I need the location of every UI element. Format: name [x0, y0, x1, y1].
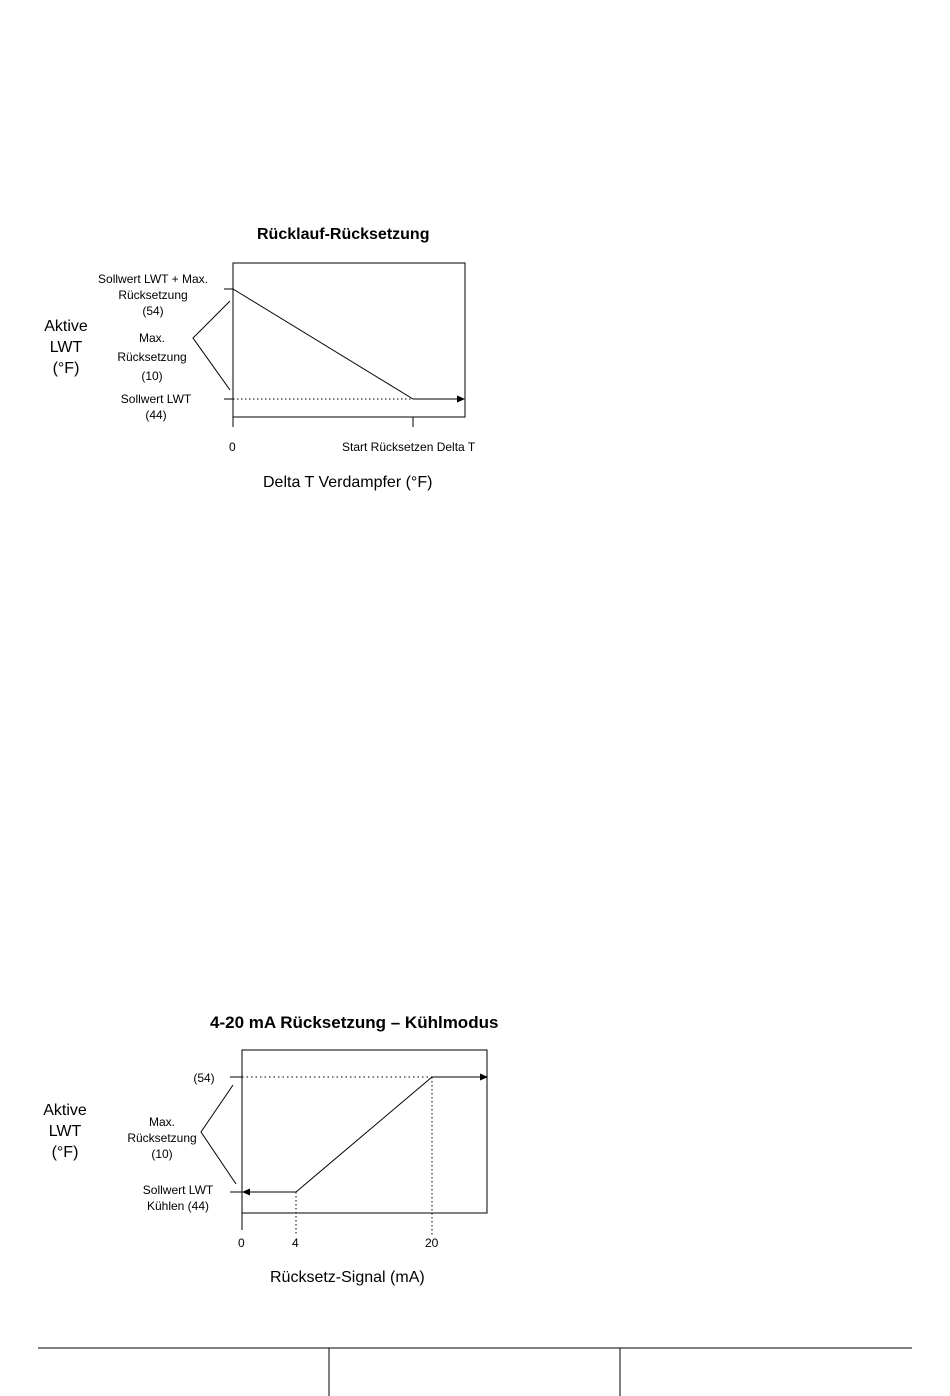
- diagram2-reset-line: [296, 1077, 432, 1192]
- label-line: (44): [145, 408, 167, 422]
- diagram2-x-tick-20: 20: [425, 1236, 439, 1250]
- diagram1-title: Rücklauf-Rücksetzung: [257, 226, 430, 243]
- label-line: Rücksetzung: [117, 350, 187, 364]
- y-label-line-1: Aktive: [43, 1102, 87, 1119]
- footer-table-lines: [38, 1348, 912, 1396]
- diagram1-plot: [193, 263, 465, 427]
- label-line: Max.: [148, 1115, 175, 1129]
- diagram1-reset-line: [233, 289, 413, 399]
- diagram2-x-tick-4: 4: [292, 1236, 299, 1250]
- y-label-line-1: Aktive: [44, 318, 88, 335]
- label-line: Kühlen (44): [146, 1199, 210, 1213]
- diagram2-title: 4-20 mA Rücksetzung – Kühlmodus: [210, 1013, 499, 1032]
- diagram2-plot-frame: [242, 1050, 487, 1213]
- y-label-line-3: (°F): [52, 360, 80, 377]
- label-line: Sollwert LWT: [120, 392, 192, 406]
- diagram1-bracket: [193, 301, 230, 390]
- label-line: Max.: [138, 331, 165, 345]
- label-line: Rücksetzung: [118, 288, 188, 302]
- diagram1-x-tick-start-reset: Start Rücksetzen Delta T: [342, 440, 476, 454]
- diagram2-plot: [201, 1050, 487, 1236]
- label-line: (54): [142, 304, 164, 318]
- diagram2-bracket: [201, 1085, 236, 1184]
- label-line: (10): [141, 369, 163, 383]
- label-line: (54): [193, 1071, 215, 1085]
- diagram1-x-axis-label: Delta T Verdampfer (°F): [263, 474, 433, 491]
- diagram1-x-tick-0: 0: [229, 440, 236, 454]
- y-label-line-2: LWT: [48, 1123, 82, 1140]
- label-line: Sollwert LWT + Max.: [98, 272, 208, 286]
- diagram2-x-axis-label: Rücksetz-Signal (mA): [270, 1269, 425, 1286]
- y-label-line-2: LWT: [49, 339, 83, 356]
- label-line: Sollwert LWT: [142, 1183, 214, 1197]
- label-line: Rücksetzung: [127, 1131, 197, 1145]
- y-label-line-3: (°F): [51, 1144, 79, 1161]
- label-line: (10): [151, 1147, 173, 1161]
- diagram2-x-tick-0: 0: [238, 1236, 245, 1250]
- diagram1-plot-frame: [233, 263, 465, 417]
